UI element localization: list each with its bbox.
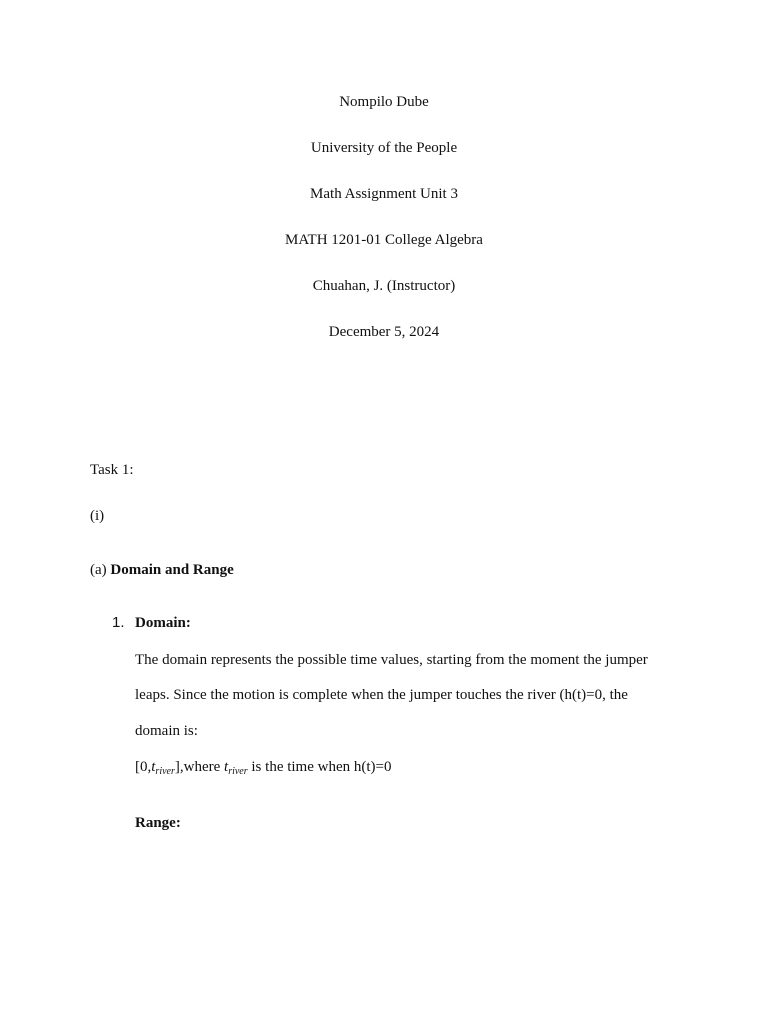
instructor-name: Chuahan, J. (Instructor) (312, 278, 456, 294)
section-heading (90, 560, 234, 580)
part-label: (i) (90, 508, 105, 524)
section-prefix: (a) (90, 562, 107, 578)
formula-mid: ],where (174, 759, 225, 775)
formula-variable: t (224, 759, 229, 775)
course-name: MATH 1201-01 College Algebra (285, 232, 483, 248)
section-title: Domain and Range (110, 562, 234, 578)
domain-paragraph-line: leaps. Since the motion is complete when the jumper touches the river (h(t)=0, the (135, 687, 628, 703)
domain-label: Domain: (135, 615, 191, 631)
formula-end: is the time when h(t)=0 (247, 759, 392, 775)
author-name: Nompilo Dube (339, 94, 429, 110)
domain-paragraph-line: The domain represents the possible time values, starting from the moment the jumper (135, 652, 648, 668)
formula-subscript: river (228, 766, 248, 777)
task-heading: Task 1: (90, 462, 134, 478)
formula-open: [0, (135, 759, 152, 775)
range-label: Range: (135, 815, 181, 831)
formula-subscript: river (155, 766, 175, 777)
assignment-title: Math Assignment Unit 3 (310, 186, 458, 202)
formula-variable: t (151, 759, 156, 775)
domain-formula (135, 757, 392, 777)
submission-date: December 5, 2024 (328, 324, 440, 340)
list-number: 1. (112, 614, 125, 631)
domain-paragraph-line: domain is: (135, 723, 198, 739)
institution-name: University of the People (310, 140, 458, 156)
